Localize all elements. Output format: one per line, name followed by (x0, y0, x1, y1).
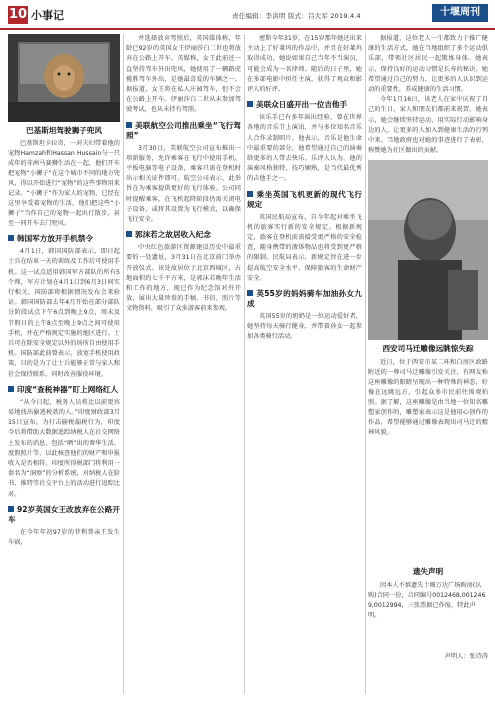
article-headline: 英55岁的妈妈骑车加油孙女九成 (247, 289, 362, 309)
article-body: 密斯今年31岁，在15岁那年她还出来主动上了好莱坞的作品中，并且在好莱坞取得成功。她说如果自己当年不当演员，可能会成为一名律师。随后的日子里，她在多部电影中担任主演，获得了观众和影评人的好评。 (247, 35, 362, 94)
headline-marker (8, 235, 14, 241)
article-headline: 韩国军方放开手机禁令 (8, 234, 120, 244)
article-body: 3月30日，美联航空公司宣布推出一项新服务，允许乘客在飞行中使用手机、平板电脑等电子设备，乘客只需在登机时出示相关证件即可。航空公司表示，此举旨在为乘客提供更好的飞行体验。公司同时提醒乘客，在飞机起降阶段仍需关闭电子设备，或将其设置为飞行模式，以确保飞行安全。 (126, 144, 241, 224)
article-body: “从今日起，税务人员将比以前更容易地找出偷逃税款的人。”印度财政部3月15日宣布，为打击偷税漏税行为，印度今后将借助大数据追踪纳税人在社交网络上发布的消息，包括“晒”出的奢华生活、度假照片等，以此核查他们的财产和申报收入是否相符。印度所得税部门将利用一套名为“洞察”的分析系统，对纳税人在脸书、推特等社交平台上的活动进行追踪比对。 (8, 398, 120, 498)
column-divider (244, 34, 245, 694)
lost-notice (368, 560, 488, 690)
headline-marker (126, 122, 132, 128)
article-body: 英国55岁的奶奶是一位运动爱好者，她坚持每天骑行健身，并带着孙女一起参加各类骑行活动。 (247, 313, 362, 341)
article-headline: 92岁英国女王改放弃在公路开车 (8, 504, 120, 524)
notice-body: 因本人不慎遗失十堰万达广场购房(认购)合同一份，合同编号0012468,0012469,0012994，三张票据已作废，特此声明。 (368, 582, 486, 619)
article-headline: 美联航空公司推出乘坐“飞行驾照” (126, 120, 241, 140)
section-title: 小事记 (31, 9, 64, 22)
photo-title: 巴基斯坦驾驶狮子兜风 (26, 126, 102, 135)
column-3 (247, 34, 362, 694)
editor-meta: 责任编辑：李洪明 版式：吕大军 2019.4.4 (232, 12, 361, 20)
photo-caption: 近日，位于西安市某二环和白房区政路附近的一尊司马迁雕像引发关注，有网友称这座雕像的眼睛呈现出一种特殊的神态，好像在远眺远方，引起众多市民前往围观拍照。据了解，这座雕像是由当地一位知名雕塑家创作的，雕塑家表示这是他用心创作的作品，希望能够通过雕像表现出司马迁的精神风貌。 (368, 358, 488, 436)
article-body: 今年1月16日，该老人在家中庆祝了自己的生日，家人和朋友们都前来祝贺。她表示，她会继续坚持运动，用实际行动影响身边的人，让更多的人加入到健康生活的行列中来。当地政府也对她的事迹进行了表彰，称赞她为社区做出的贡献。 (368, 96, 488, 155)
column-2 (126, 34, 241, 694)
article-headline: 美联众日盛开出一位吉他手 (247, 100, 362, 110)
lion-car-photo (8, 34, 120, 122)
article-headline: 乘坐英国飞机更新的现代飞行规定 (247, 189, 362, 209)
page-number: 10 (8, 7, 28, 22)
headline-marker (247, 290, 253, 296)
notice-signature: 声明人：张诗涛 (444, 653, 488, 660)
article-headline: 郭沫若之故居收入纪念 (126, 230, 241, 240)
photo-caption: 巴基斯坦卡拉奇，一对夫妇带着他的宠物Hamzah和Hassan Hussain与一只成年的非洲马赛狮生活在一起，他们开车把宠物“小狮子”在这个城市不同的地方兜风，得以开始进行“宠物”的这些事物用来记录。“小狮子”作为家人的宠物，已经在这里享受着宠物的生活，他们把这些“小狮子”当作自己的宠物一起出行散步，甚至一同开车去门兜风。 (8, 140, 120, 228)
article-body: 并选择放弃驾照后，英国媒体称，年龄已92岁的英国女王伊丽莎白二世也将放弃在公路上开车。英媒称，女王此前还一直坚持驾车外出兜风，她使用了一辆路虎揽胜驾车外出，是她最喜爱的车辆之一。据报道，女王将在私人庄园驾车，但不会在公路上开车。伊丽莎白二世从未参加驾驶考试，也从未持有驾照。 (126, 35, 241, 114)
column-1 (8, 34, 120, 694)
column-4 (368, 34, 488, 554)
article-body: 4月1日，韩国国防部表示，即日起士兵在结束一天的训练及工作后可使用手机。这一试点适用韩国军方部队的所有5个师，军方计划在4月1日到6月3日间实行相关，国防部将根据情况发布会来验证。韩国国防部去年4月开始在部分部队分阶段试点下午6点到晚上9点，周末及节假日的上午8点至晚上9点之间可使用手机，并在严格规定实施的地区进行。士兵可在除安全规定以外的场所自由使用手机。国防部此前曾表示，放宽手机使用政策，目的是为了让士兵能够正常与家人和社会保持联系，同时改善服役环境。 (8, 248, 120, 378)
notice-title: 遗失声明 (412, 567, 444, 576)
column-divider (123, 34, 124, 694)
article-body: 该乐手已有多年演出经验，曾在世界各地的音乐节上演出，并与多位知名音乐人合作录制唱片。他表示，音乐是他生命中最重要的部分，他希望通过自己的演奏给更多的人带去快乐。乐评人认为，他的演奏风格独特，技巧娴熟，是当代最优秀的吉他手之一。 (247, 114, 362, 183)
article-body: 在今年年初97岁的菲利普亲王发生车祸， (8, 528, 120, 547)
headline-marker (247, 191, 253, 197)
article-body: 据报道，这位老人一生都致力于推广健康的生活方式，她在当地组织了多个运动俱乐部，带领社区居民一起锻炼身体。她表示，保持良好的运动习惯是长寿的秘诀。她希望通过自己的努力，让更多的人认识到运动的重要性，养成健康的生活习惯。 (368, 35, 488, 94)
page-header (0, 0, 495, 30)
headline-marker (247, 101, 253, 107)
headline-marker (8, 506, 14, 512)
statue-image (368, 160, 488, 340)
article-body: 英国民航局宣布，自今年起对乘坐飞机的旅客实行新的安全规定。根据新规定，旅客在登机前需接受更严格的安全检查，随身携带的液体物品也将受到更严格的限制。民航局表示，新规定旨在进一步提高航空安全水平，保障旅客的生命财产安全。 (247, 213, 362, 282)
headline-marker (8, 386, 14, 392)
photo-title: 西安司马迁雕像远眺惊失踪 (382, 344, 474, 354)
headline-marker (126, 231, 132, 237)
lion-in-car-image (8, 34, 120, 122)
article-body: 中央红色旅游区资源建设历史中最重要的一处遗址，3月31日在北京前门举办开放仪式。该处故居位于北京西城区，占地面积约七千平方米，是郭沫若晚年生活和工作的地方，现已作为纪念馆对外开放，展出大量珍贵的手稿、书信、照片等文物资料，吸引了众多游客前来参观。 (126, 244, 241, 313)
column-divider (365, 34, 366, 694)
article-headline: 印度“查税神器”盯上网络红人 (8, 385, 120, 395)
masthead-logo: 十堰周刊 (432, 4, 488, 22)
statue-photo (368, 160, 488, 340)
